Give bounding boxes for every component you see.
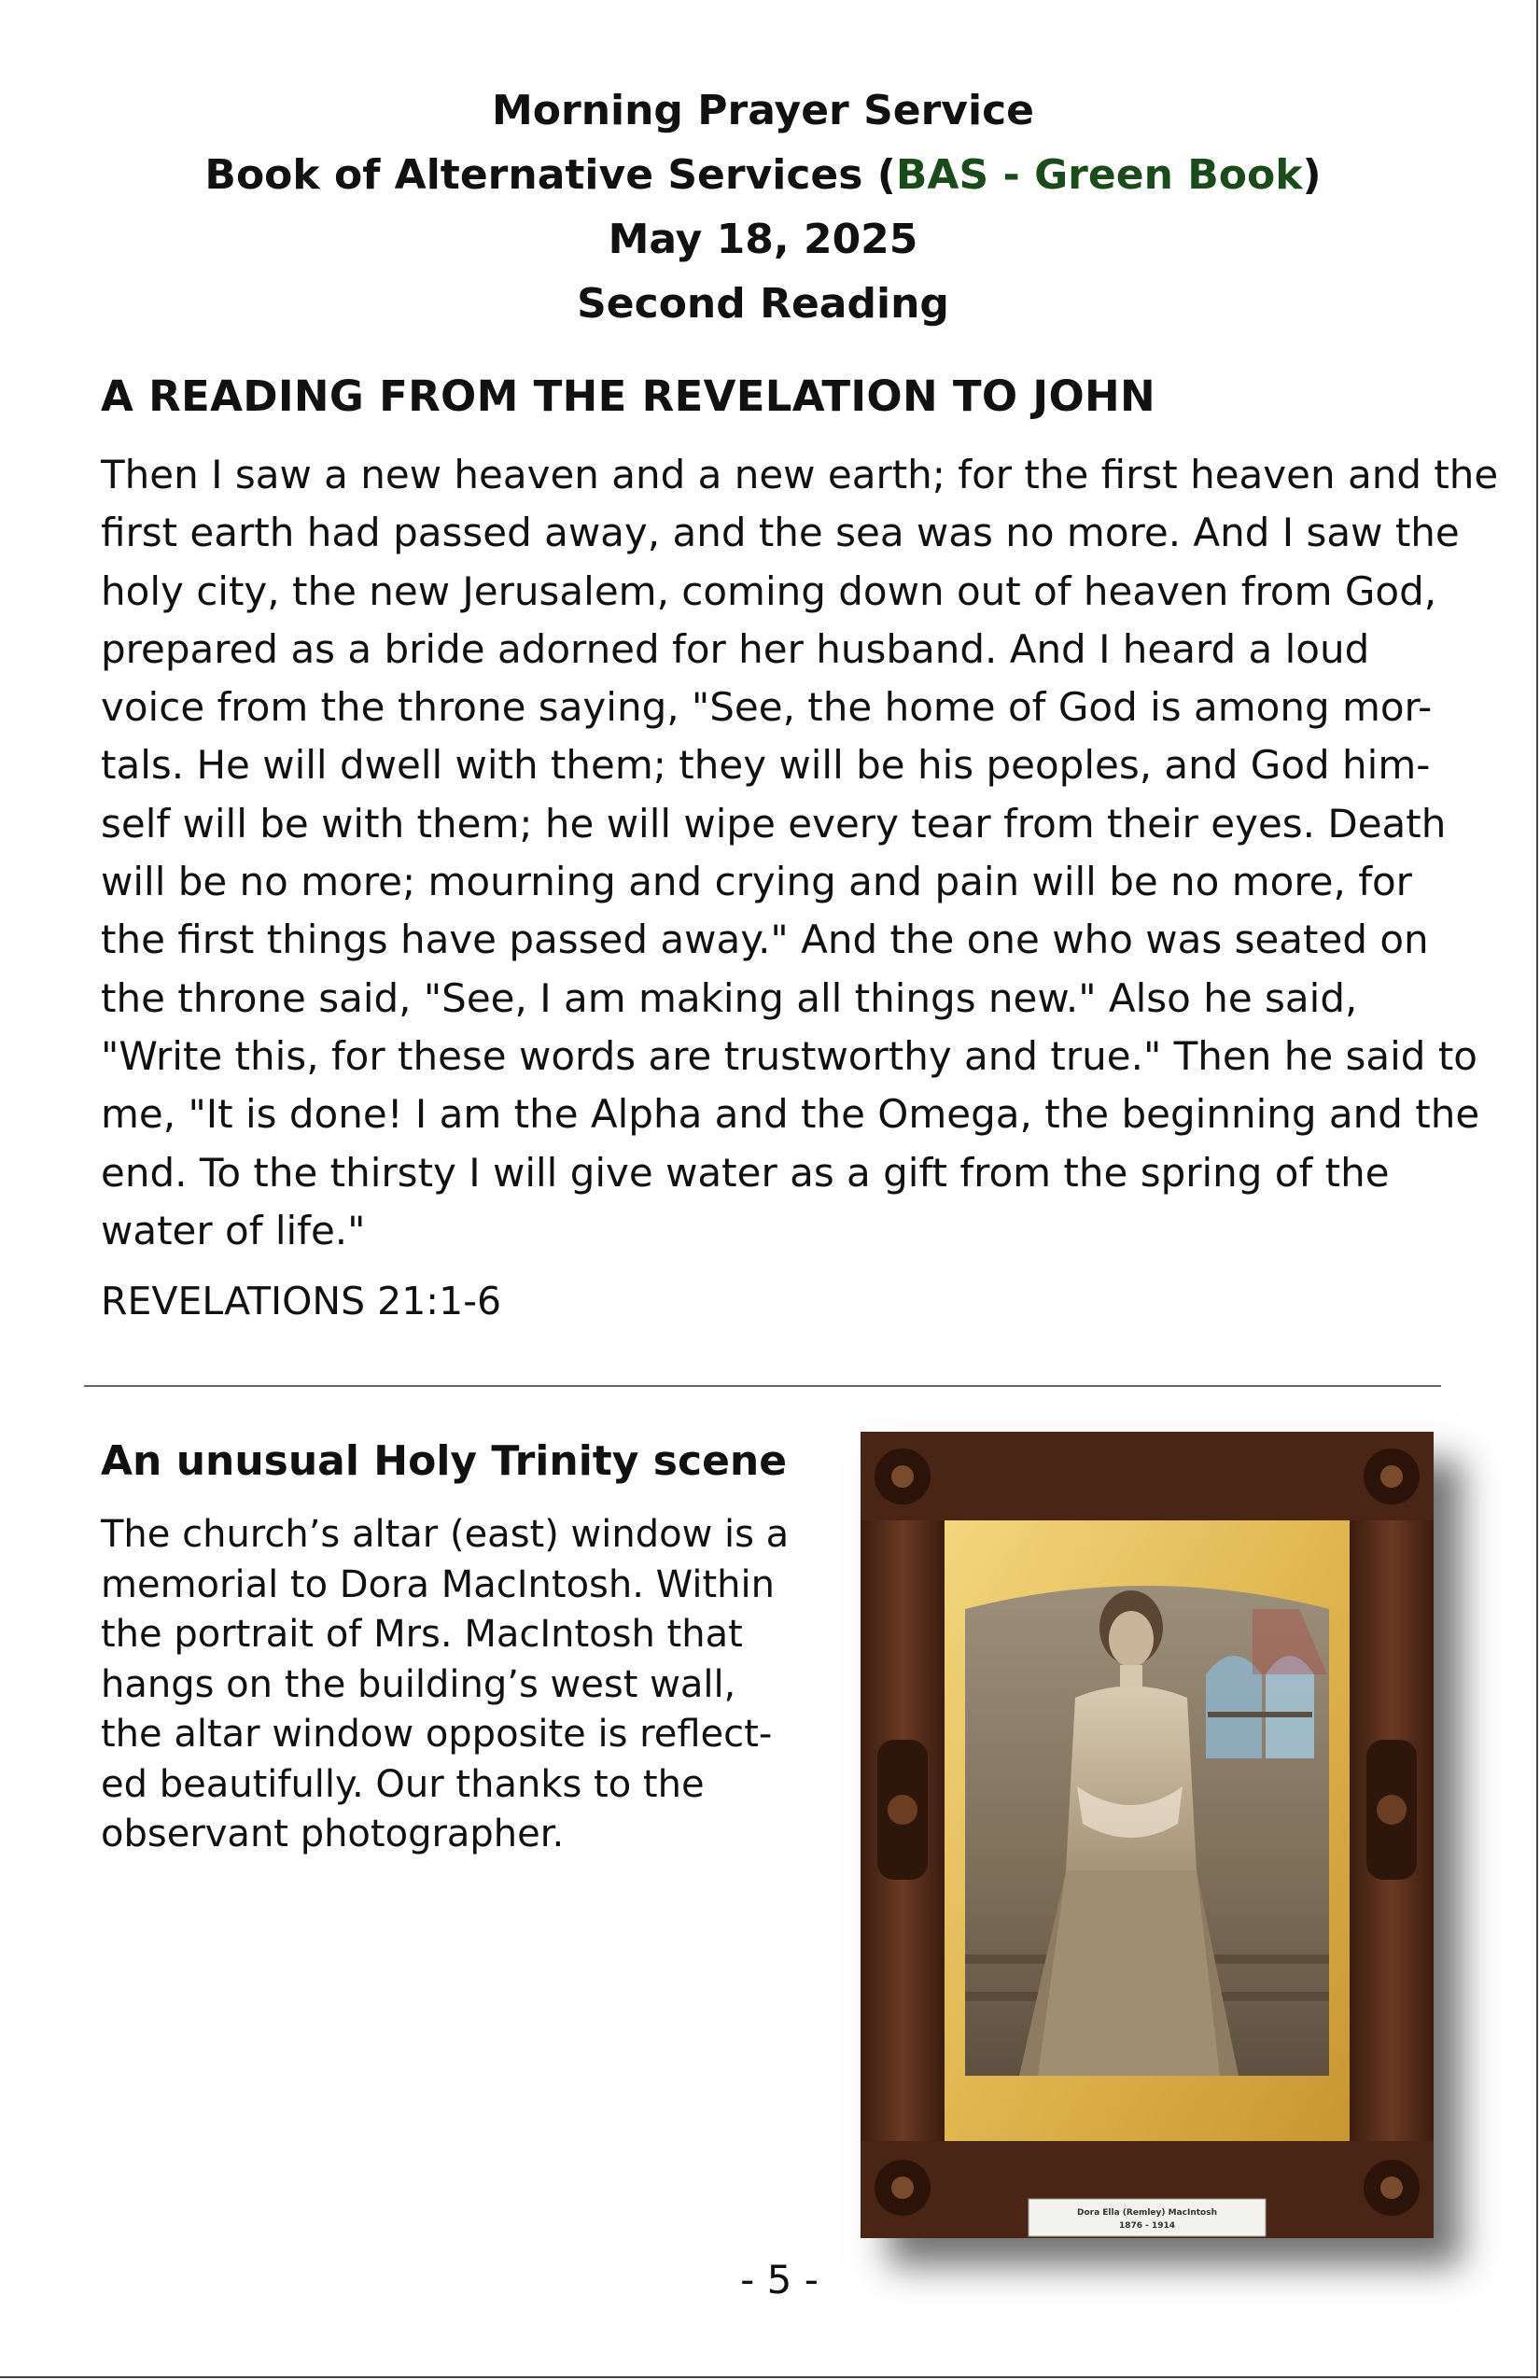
reading-line: holy city, the new Jerusalem, coming down out of heaven from God,: [101, 567, 1437, 614]
section-divider: [84, 1385, 1441, 1387]
scene-line: The church’s altar (east) window is a: [101, 1513, 790, 1556]
reading-line: prepared as a bride adorned for her husband. And I heard a loud: [101, 625, 1370, 672]
scene-title: An unusual Holy Trinity scene: [101, 1437, 788, 1485]
reading-line: me, "It is done! I am the Alpha and the Omega, the beginning and the: [101, 1091, 1480, 1138]
plaque-dates: 1876 - 1914: [1118, 2221, 1176, 2231]
page-number: - 5 -: [740, 2257, 819, 2303]
scene-line: memorial to Dora MacIntosh. Within: [101, 1562, 775, 1606]
scene-line: hangs on the building’s west wall,: [101, 1662, 736, 1706]
page-header: [0, 78, 1540, 336]
reading-line: water of life.": [101, 1207, 366, 1253]
reading-line: end. To the thirsty I will give water as a gift from the spring of the: [101, 1149, 1390, 1196]
plaque-name: Dora Ella (Remley) MacIntosh: [1076, 2208, 1218, 2218]
scene-line: observant photographer.: [101, 1813, 565, 1855]
service-date: May 18, 2025: [608, 216, 918, 263]
scene-line: ed beautifully. Our thanks to the: [101, 1762, 705, 1806]
service-title: Morning Prayer Service: [491, 87, 1034, 134]
scene-text: [101, 1510, 810, 1860]
scene-line: the portrait of Mrs. MacIntosh that: [101, 1613, 743, 1656]
reading-line: first earth had passed away, and the sea was no more. And I saw the: [101, 510, 1460, 556]
reading-title: A READING FROM THE REVELATION TO JOHN: [101, 371, 1155, 421]
reading-line: tals. He will dwell with them; they will be his peoples, and God him-: [101, 742, 1431, 789]
book-highlight: BAS - Green Book: [895, 151, 1303, 199]
scene-line: the altar window opposite is reflect-: [101, 1713, 773, 1756]
service-book: Book of Alternative Services (BAS - Green Book): [204, 151, 1322, 199]
reading-line: the first things have passed away." And the one who was seated on: [101, 917, 1429, 963]
reading-line: Then I saw a new heaven and a new earth; for the first heaven and the: [101, 452, 1499, 497]
reading-text: [101, 446, 1499, 1260]
reading-line: voice from the throne saying, "See, the home of God is among mor-: [101, 684, 1433, 731]
portrait-photo: [861, 1432, 1434, 2238]
reading-line: the throne said, "See, I am making all things new." Also he said,: [101, 974, 1358, 1021]
reading-line: self will be with them; he will wipe every tear from their eyes. Death: [101, 800, 1447, 847]
reading-line: "Write this, for these words are trustworthy and true." Then he said to: [101, 1032, 1477, 1079]
service-subtitle: Second Reading: [577, 280, 949, 328]
reading-line: will be no more; mourning and crying and pain will be no more, for: [101, 859, 1412, 905]
reading-citation: REVELATIONS 21:1-6: [101, 1279, 502, 1323]
